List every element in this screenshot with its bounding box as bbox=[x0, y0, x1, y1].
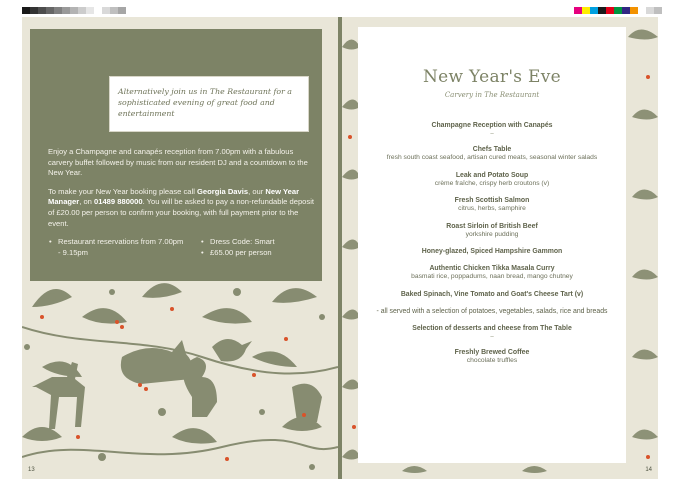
color-calibration-bar-left bbox=[22, 7, 126, 14]
course-description: basmati rice, poppadums, naan bread, mango chutney bbox=[411, 273, 573, 280]
color-swatch bbox=[630, 7, 638, 14]
menu-card bbox=[358, 27, 626, 463]
course-name: Leak and Potato Soup bbox=[455, 171, 529, 179]
course-description: fresh south coast seafood, artisan cured meats, seasonal winter salads bbox=[386, 154, 598, 161]
course-name: Freshly Brewed Coffee bbox=[454, 348, 530, 356]
color-swatch bbox=[582, 7, 590, 14]
course-description: citrus, herbs, samphire bbox=[458, 205, 526, 212]
color-swatch bbox=[38, 7, 46, 14]
color-swatch bbox=[86, 7, 94, 14]
menu-course bbox=[358, 307, 626, 316]
course-name: Roast Sirloin of British Beef bbox=[446, 222, 538, 230]
booking-contact-role: New Year Manager bbox=[48, 186, 300, 207]
menu-course bbox=[358, 121, 626, 137]
event-details-list bbox=[48, 237, 318, 258]
color-swatch bbox=[590, 7, 598, 14]
color-swatch bbox=[62, 7, 70, 14]
menu-list bbox=[358, 121, 626, 365]
quote-box bbox=[110, 77, 308, 131]
course-separator: – bbox=[490, 131, 494, 137]
course-name: Selection of desserts and cheese from The Table bbox=[412, 324, 572, 332]
booking-phone: 01489 880000 bbox=[94, 197, 143, 207]
event-info bbox=[48, 147, 318, 258]
course-separator: – bbox=[490, 333, 494, 340]
course-description: crème fraîche, crispy herb croutons (v) bbox=[434, 179, 550, 187]
course-name: Honey-glazed, Spiced Hampshire Gammon bbox=[421, 248, 563, 255]
intro-paragraph: Enjoy a Champagne and canapés reception from 7.00pm with a fabulous carvery buffet followed by music from our resident DJ and a countdown to the New Year. bbox=[48, 147, 308, 178]
color-swatch bbox=[70, 7, 78, 14]
color-swatch bbox=[574, 7, 582, 14]
menu-course bbox=[358, 145, 626, 163]
detail-bullet: • £65.00 per person bbox=[210, 248, 275, 259]
color-swatch bbox=[606, 7, 614, 14]
color-swatch bbox=[102, 7, 110, 14]
course-name: Champagne Reception with Canapés bbox=[431, 122, 553, 129]
right-page bbox=[342, 17, 658, 479]
color-swatch bbox=[646, 7, 654, 14]
course-name: Baked Spinach, Vine Tomato and Goat's Cheese Tart (v) bbox=[400, 290, 584, 298]
page-number-right: 14 bbox=[645, 467, 652, 473]
color-swatch bbox=[46, 7, 54, 14]
course-description: yorkshire pudding bbox=[465, 230, 519, 238]
color-swatch bbox=[638, 7, 646, 14]
color-swatch bbox=[54, 7, 62, 14]
menu-course bbox=[358, 324, 626, 340]
color-swatch bbox=[118, 7, 126, 14]
color-swatch bbox=[598, 7, 606, 14]
color-swatch bbox=[22, 7, 30, 14]
color-swatch bbox=[614, 7, 622, 14]
color-calibration-bar-right bbox=[574, 7, 662, 14]
course-name: Authentic Chicken Tikka Masala Curry bbox=[429, 265, 555, 272]
color-swatch bbox=[78, 7, 86, 14]
left-page bbox=[22, 17, 338, 479]
menu-course bbox=[358, 290, 626, 299]
color-swatch bbox=[110, 7, 118, 14]
menu-title: New Year's Eve bbox=[422, 67, 562, 87]
course-name: - all served with a selection of potatoes, vegetables, salads, rice and breads bbox=[376, 307, 608, 315]
color-swatch bbox=[654, 7, 662, 14]
detail-bullet: • Dress Code: Smart bbox=[210, 237, 275, 248]
booking-contact-name: Georgia Davis bbox=[197, 186, 249, 196]
menu-subtitle: Carvery in The Restaurant bbox=[444, 91, 540, 99]
menu-course bbox=[358, 247, 626, 256]
menu-course bbox=[358, 222, 626, 240]
color-swatch bbox=[30, 7, 38, 14]
menu-course bbox=[358, 348, 626, 366]
menu-course bbox=[358, 196, 626, 214]
quote-text: Alternatively join us in The Restaurant for a sophisticated evening of great food and entertainment bbox=[118, 87, 292, 118]
course-name: Chefs Table bbox=[472, 146, 512, 153]
course-name: Fresh Scottish Salmon bbox=[454, 197, 530, 204]
color-swatch bbox=[94, 7, 102, 14]
color-swatch bbox=[622, 7, 630, 14]
menu-course bbox=[358, 264, 626, 282]
brochure-spread bbox=[22, 17, 658, 479]
page-number-left: 13 bbox=[28, 467, 35, 473]
booking-paragraph: To make your New Year booking please call Georgia Davis, our New Year Manager, on 01489 880000. You will be asked to pay a non-refundable deposit of £20.00 per person to confirm your booking, with full payment prior to the event. bbox=[48, 186, 314, 228]
menu-course bbox=[358, 171, 626, 189]
detail-bullet: • Restaurant reservations from 7.00pm - 9.15pm bbox=[58, 237, 186, 258]
course-description: chocolate truffles bbox=[466, 356, 518, 364]
